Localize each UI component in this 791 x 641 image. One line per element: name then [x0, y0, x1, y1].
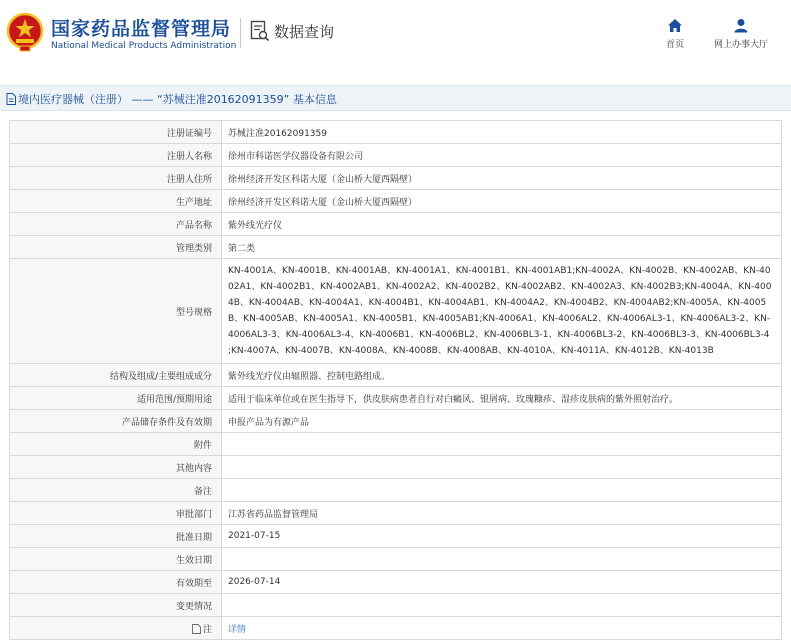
field-value-text: 苏械注准20162091359 [228, 128, 327, 139]
field-label [10, 594, 222, 617]
field-label-text: 生产地址 [175, 197, 212, 208]
field-label-text: 产品储存条件及有效期 [121, 417, 212, 428]
field-value [222, 456, 782, 479]
field-value [222, 525, 782, 548]
field-value [222, 387, 782, 410]
field-label-text: 生效日期 [175, 555, 212, 566]
table-row [10, 571, 782, 594]
field-label [10, 144, 222, 167]
data-query-icon [250, 20, 270, 42]
breadcrumb-bar [0, 85, 791, 111]
field-label [10, 456, 222, 479]
table-row [10, 121, 782, 144]
field-value-text: 江苏省药品监督管理局 [228, 509, 319, 520]
data-query-label: 数据查询 [274, 22, 335, 41]
field-label-text: 有效期至 [175, 578, 212, 589]
field-label-text: 注册人住所 [166, 174, 212, 185]
field-value [222, 548, 782, 571]
national-emblem-icon [6, 12, 44, 52]
field-label-text: 其他内容 [175, 463, 212, 474]
brand-name-cn: 国家药品监督管理局 [51, 18, 232, 40]
note-icon [192, 624, 201, 634]
field-value-text: KN-4001A、KN-4001B、KN-4001AB、KN-4001A1、KN-4001B1、KN-4001AB1;KN-4002A、KN-4002B、KN-4002AB、KN-4002A1、KN-4002B1、KN-4002AB1、KN-4002A2、KN-4002B2、KN-4002AB2、KN-4002A3、KN-4002B3;KN-4004A、KN-4004B、KN-4004AB、KN-4004A1、KN-4004B1、KN-4004AB1、KN-4004A2、KN-4004B2、KN-4004AB2;KN-4005A、KN-4005B、KN-4005AB、KN-4005A1、KN-4005B1、KN-4005AB1;KN-4006A1、KN-4006AL2、KN-4006AL3-1、KN-4006AL3-2、KN-4006AL3-3、KN-4006AL3-4、KN-4006B1、KN-4006BL2、KN-4006BL3-1、KN-4006BL3-2、KN-4006BL3-3、KN-4006BL3-4 ;KN-4007A、KN-4007B、KN-4008A、KN-4008B、KN-4008AB、KN-4010A、KN-4011A、KN-4012B、KN-4013B [228, 266, 772, 356]
field-value [222, 213, 782, 236]
field-label-text: 批准日期 [175, 532, 212, 543]
field-label-text: 管理类别 [175, 243, 212, 254]
field-label-text: 注 [202, 624, 212, 635]
detail-table [9, 120, 782, 640]
field-value [222, 571, 782, 594]
field-value [222, 364, 782, 387]
table-row [10, 525, 782, 548]
field-label-text: 附件 [193, 440, 212, 451]
field-value [222, 236, 782, 259]
field-label-text: 注册人名称 [166, 151, 212, 162]
table-row [10, 387, 782, 410]
brand-name-en: National Medical Products Administration [51, 41, 237, 51]
breadcrumb [6, 91, 337, 107]
nav-service-hall-label: 网上办事大厅 [713, 40, 768, 50]
field-label [10, 525, 222, 548]
field-label-text: 审批部门 [175, 509, 212, 520]
header-divider [240, 18, 241, 48]
table-row [10, 479, 782, 502]
field-label [10, 617, 222, 640]
table-row [10, 364, 782, 387]
table-row [10, 144, 782, 167]
field-label [10, 410, 222, 433]
field-value-text: 徐州市科诺医学仪器设备有限公司 [228, 151, 364, 162]
table-row [10, 236, 782, 259]
field-value [222, 190, 782, 213]
field-value-text: 徐州经济开发区科诺大厦（金山桥大厦西隔壁） [228, 197, 418, 208]
field-label [10, 571, 222, 594]
field-value-text: 第二类 [228, 243, 256, 254]
table-row [10, 502, 782, 525]
field-value [222, 259, 782, 364]
field-value [222, 479, 782, 502]
field-label [10, 479, 222, 502]
table-row [10, 259, 782, 364]
field-label [10, 190, 222, 213]
field-label [10, 167, 222, 190]
field-value-text: 徐州经济开发区科诺大厦（金山桥大厦西隔壁） [228, 174, 418, 185]
field-value-text: 2026-07-14 [228, 577, 281, 587]
table-row [10, 410, 782, 433]
field-value-text: 紫外线光疗仪 [228, 220, 283, 231]
nav-home-button[interactable] [662, 18, 688, 50]
nav-home-label: 首页 [665, 40, 684, 50]
document-icon [6, 93, 16, 105]
table-row [10, 548, 782, 571]
nav-service-hall-button[interactable] [711, 18, 771, 50]
details-link[interactable]: 详情 [228, 624, 247, 635]
field-label [10, 213, 222, 236]
field-label [10, 236, 222, 259]
field-value [222, 121, 782, 144]
field-label-text: 变更情况 [175, 601, 212, 612]
user-icon [733, 18, 749, 33]
field-value [222, 594, 782, 617]
field-label [10, 121, 222, 144]
field-value [222, 167, 782, 190]
field-value [222, 144, 782, 167]
data-query-title [250, 20, 334, 42]
field-label [10, 433, 222, 456]
field-value [222, 433, 782, 456]
field-value-text: 2021-07-15 [228, 531, 281, 541]
table-row [10, 167, 782, 190]
field-label-text: 备注 [193, 486, 212, 497]
field-label [10, 502, 222, 525]
breadcrumb-text: 境内医疗器械（注册） —— “苏械注准20162091359” 基本信息 [18, 93, 337, 106]
field-value-text: 申报产品为有源产品 [228, 417, 310, 428]
table-row [10, 594, 782, 617]
field-label [10, 259, 222, 364]
field-label-text: 结构及组成/主要组成成分 [109, 371, 212, 382]
table-row [10, 617, 782, 640]
field-label-text: 产品名称 [175, 220, 212, 231]
field-label-text: 注册证编号 [166, 128, 212, 139]
home-icon [667, 18, 683, 33]
table-row [10, 433, 782, 456]
table-row [10, 456, 782, 479]
field-label [10, 548, 222, 571]
field-value [222, 502, 782, 525]
field-value-text: 适用于临床单位或在医生指导下，供皮肤病患者自行对白癜风、银屑病、玫瑰糠疹、湿疹皮肤病的紫外照射治疗。 [228, 394, 679, 405]
field-value [222, 617, 782, 640]
field-label-text: 型号规格 [175, 307, 212, 318]
field-label [10, 387, 222, 410]
site-header [0, 0, 791, 68]
table-row [10, 213, 782, 236]
field-value-text: 紫外线光疗仪由辐照器、控制电路组成。 [228, 371, 391, 382]
field-label-text: 适用范围/预期用途 [136, 394, 212, 405]
table-row [10, 190, 782, 213]
field-label [10, 364, 222, 387]
field-value [222, 410, 782, 433]
